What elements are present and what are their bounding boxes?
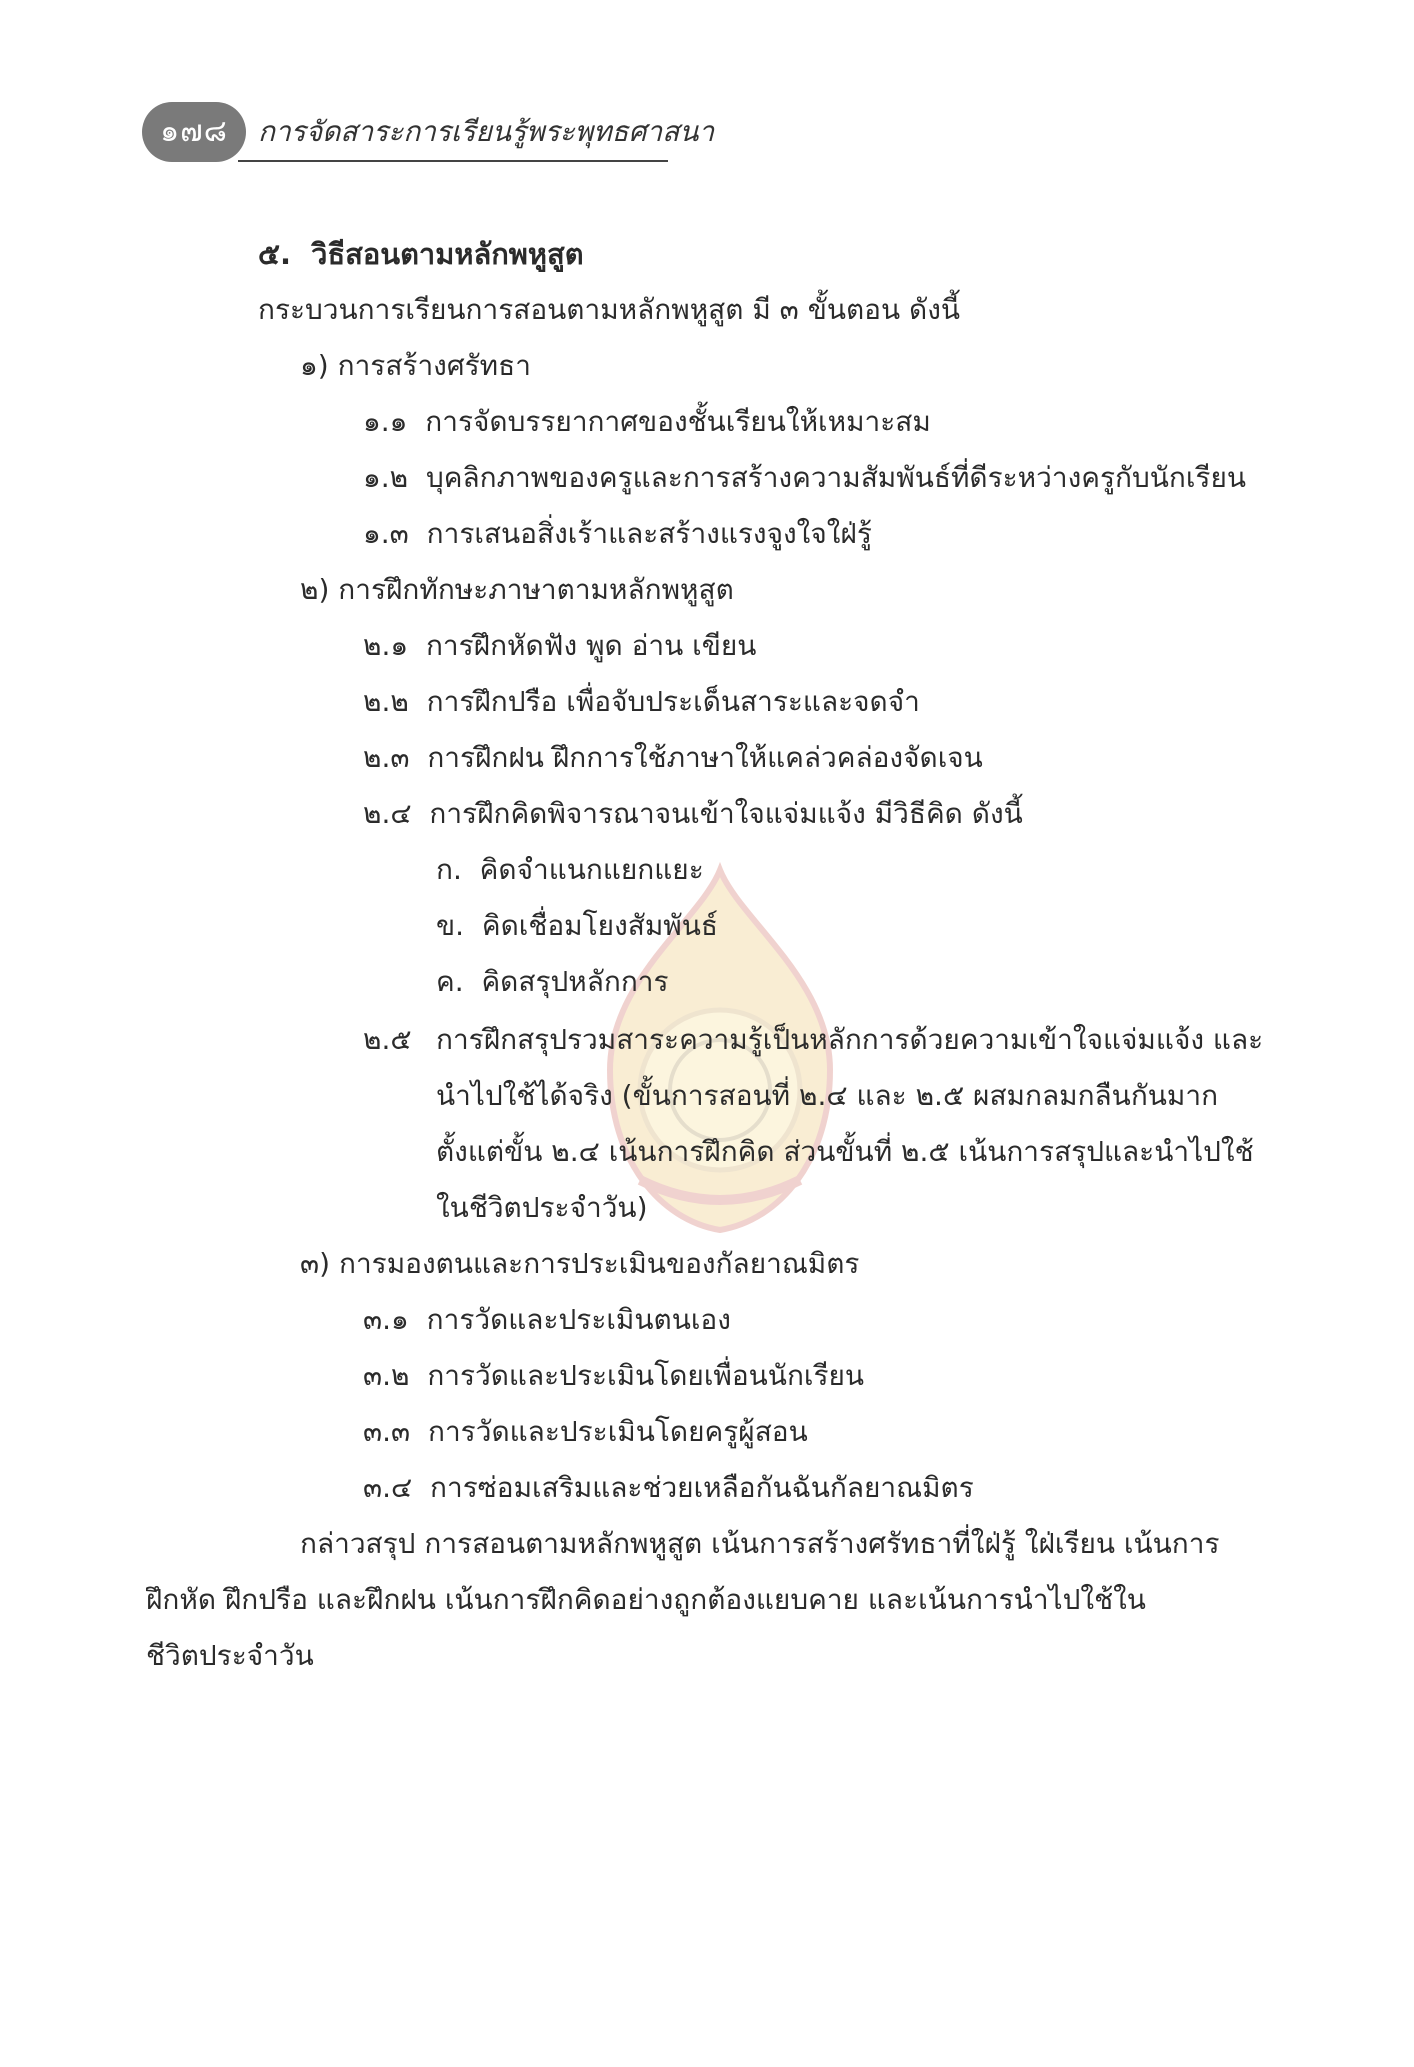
step-label: ๒) bbox=[300, 573, 330, 606]
list-item bbox=[363, 792, 1023, 836]
sub-item-text: คิดสรุปหลักการ bbox=[481, 965, 669, 998]
step-2-heading bbox=[300, 568, 734, 612]
item-text: การวัดและประเมินโดยครูผู้สอน bbox=[428, 1415, 808, 1448]
sub-item bbox=[436, 904, 718, 948]
summary-line: กล่าวสรุป การสอนตามหลักพหูสูต เน้นการสร้างศรัทธาที่ใฝ่รู้ ใฝ่เรียน เน้นการ bbox=[300, 1527, 1220, 1560]
item-number: ๓.๒ bbox=[363, 1359, 410, 1392]
item-number: ๓.๓ bbox=[363, 1415, 411, 1448]
step-title: การฝึกทักษะภาษาตามหลักพหูสูต bbox=[338, 573, 734, 606]
item-number: ๑.๑ bbox=[363, 405, 408, 438]
sub-item bbox=[436, 848, 704, 892]
item-text: การฝึกคิดพิจารณาจนเข้าใจแจ่มแจ้ง มีวิธีคิด ดังนี้ bbox=[429, 797, 1023, 830]
step-title: การสร้างศรัทธา bbox=[337, 349, 531, 382]
list-item bbox=[363, 624, 756, 668]
sub-item-label: ข. bbox=[436, 909, 465, 942]
item-number: ๒.๑ bbox=[363, 629, 409, 662]
step-1-heading bbox=[300, 344, 531, 388]
section-intro: กระบวนการเรียนการสอนตามหลักพหูสูต มี ๓ ขั้นตอน ดังนี้ bbox=[258, 293, 961, 326]
item-number: ๒.๓ bbox=[363, 741, 410, 774]
sub-item-text: คิดจำแนกแยกแยะ bbox=[479, 853, 704, 886]
summary-line: ฝึกหัด ฝึกปรือ และฝึกฝน เน้นการฝึกคิดอย่างถูกต้องแยบคาย และเน้นการนำไปใช้ใน bbox=[146, 1583, 1146, 1616]
item-text: การเสนอสิ่งเร้าและสร้างแรงจูงใจใฝ่รู้ bbox=[426, 517, 872, 550]
section-heading bbox=[258, 232, 584, 276]
item-number: ๑.๒ bbox=[363, 461, 409, 494]
sub-item bbox=[436, 960, 669, 1004]
step-title: การมองตนและการประเมินของกัลยาณมิตร bbox=[338, 1247, 860, 1280]
list-item bbox=[363, 1410, 808, 1454]
list-item bbox=[363, 680, 920, 724]
step-3-heading bbox=[300, 1242, 859, 1286]
item-text: การจัดบรรยากาศของชั้นเรียนให้เหมาะสม bbox=[425, 405, 931, 438]
item-2-5-number: ๒.๕ bbox=[363, 1023, 412, 1056]
item-number: ๓.๑ bbox=[363, 1303, 409, 1336]
running-title: การจัดสาระการเรียนรู้พระพุทธศาสนา bbox=[258, 115, 715, 148]
list-item bbox=[363, 736, 983, 780]
list-item bbox=[363, 512, 872, 556]
list-item bbox=[363, 1298, 731, 1342]
list-item bbox=[363, 456, 1246, 500]
item-number: ๒.๔ bbox=[363, 797, 412, 830]
step-label: ๑) bbox=[300, 349, 329, 382]
item-text: การฝึกฝน ฝึกการใช้ภาษาให้แคล่วคล่องจัดเจน bbox=[427, 741, 983, 774]
header-rule bbox=[238, 160, 668, 162]
sub-item-text: คิดเชื่อมโยงสัมพันธ์ bbox=[481, 909, 718, 942]
section-number: ๕. bbox=[258, 237, 291, 271]
page-number-badge: ๑๗๘ bbox=[142, 102, 246, 162]
sub-item-label: ก. bbox=[436, 853, 462, 886]
section-title: วิธีสอนตามหลักพหูสูต bbox=[311, 237, 584, 271]
item-text: การวัดและประเมินตนเอง bbox=[426, 1303, 731, 1336]
item-2-5-line: การฝึกสรุปรวมสาระความรู้เป็นหลักการด้วยความเข้าใจแจ่มแจ้ง และ bbox=[436, 1023, 1264, 1056]
item-text: การวัดและประเมินโดยเพื่อนนักเรียน bbox=[427, 1359, 865, 1392]
item-2-5-line: ในชีวิตประจำวัน) bbox=[436, 1191, 648, 1224]
step-label: ๓) bbox=[300, 1247, 331, 1280]
item-number: ๓.๔ bbox=[363, 1471, 413, 1504]
list-item bbox=[363, 1354, 864, 1398]
item-text: บุคลิกภาพของครูและการสร้างความสัมพันธ์ที่ดีระหว่างครูกับนักเรียน bbox=[425, 461, 1246, 494]
summary-line: ชีวิตประจำวัน bbox=[146, 1639, 314, 1672]
item-2-5-line: ตั้งแต่ขั้น ๒.๔ เน้นการฝึกคิด ส่วนขั้นที่ ๒.๕ เน้นการสรุปและนำไปใช้ bbox=[436, 1135, 1254, 1168]
sub-item-label: ค. bbox=[436, 965, 464, 998]
item-text: การฝึกปรือ เพื่อจับประเด็นสาระและจดจำ bbox=[426, 685, 920, 718]
list-item bbox=[363, 1466, 974, 1510]
item-number: ๑.๓ bbox=[363, 517, 409, 550]
list-item bbox=[363, 400, 931, 444]
item-2-5-line: นำไปใช้ได้จริง (ขั้นการสอนที่ ๒.๔ และ ๒.๕ ผสมกลมกลืนกันมาก bbox=[436, 1079, 1219, 1112]
item-text: การซ่อมเสริมและช่วยเหลือกันฉันกัลยาณมิตร bbox=[430, 1471, 974, 1504]
item-number: ๒.๒ bbox=[363, 685, 409, 718]
item-text: การฝึกหัดฟัง พูด อ่าน เขียน bbox=[425, 629, 757, 662]
